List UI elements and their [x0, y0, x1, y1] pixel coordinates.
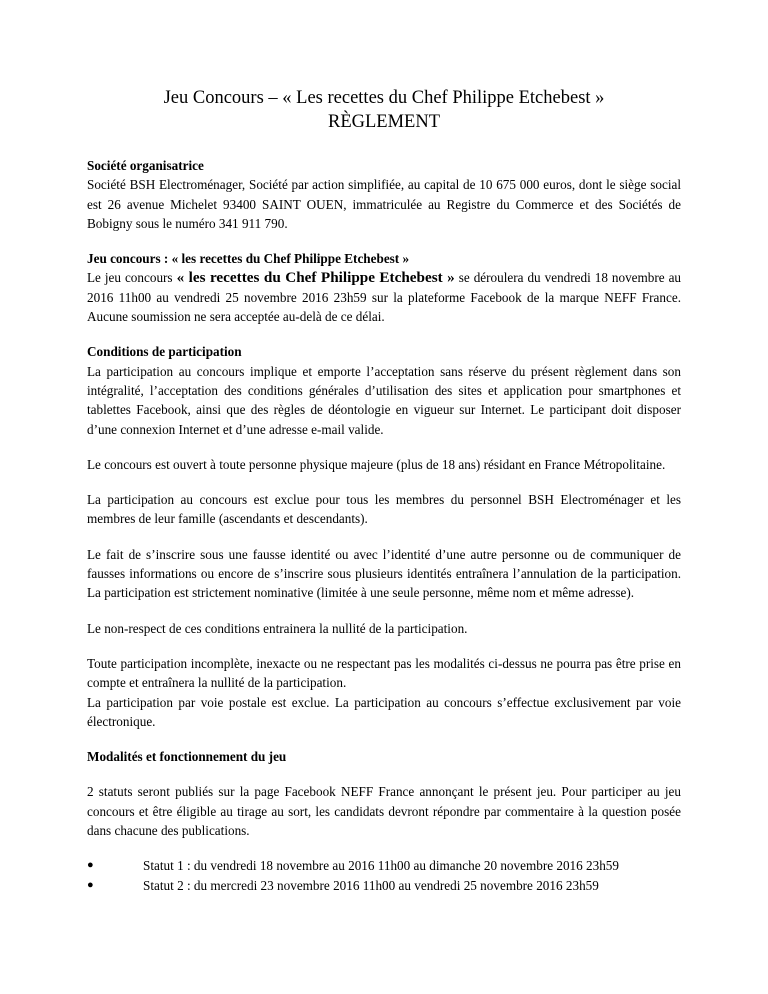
section-heading: Conditions de participation — [87, 344, 242, 360]
paragraph-prefix: Le jeu concours — [87, 270, 173, 286]
section-paragraph: La participation par voie postale est exclue. La participation au concours s’effectue exclusivement par voie électronique. — [87, 694, 681, 729]
paragraph-suffix: se déroulera du vendredi 18 novembre au 2016 11h00 au vendredi 25 novembre 2016 23h59 sur la plateforme Facebook de la marque NEFF France. Aucune soumission ne sera acceptée au-delà de ce délai. — [87, 270, 682, 325]
document-title: Jeu Concours – « Les recettes du Chef Philippe Etchebest » — [163, 88, 605, 108]
section-paragraph: Le fait de s’inscrire sous une fausse identité ou avec l’identité d’une autre personne ou de communiquer de fausses informations ou encore de s’inscrire sous plusieurs identités entraînera l’annulation de la participation. La participation est strictement nominative (limitée à une seule personne, même nom et même adresse). — [87, 546, 681, 601]
section-paragraph: Le non-respect de ces conditions entrainera la nullité de la participation. — [87, 620, 468, 636]
section-jeu — [87, 249, 681, 326]
section-heading: Modalités et fonctionnement du jeu — [87, 749, 287, 765]
section-paragraph: La participation au concours est exclue pour tous les membres du personnel BSH Electroménager et les membres de leur famille (ascendants et descendants). — [87, 492, 681, 527]
document-header — [0, 86, 768, 134]
list-item — [87, 876, 681, 895]
game-name-highlight: « les recettes du Chef Philippe Etchebest » — [176, 269, 455, 287]
bullet-icon: ● — [87, 859, 94, 872]
section-paragraph — [87, 268, 681, 326]
list-item — [87, 856, 681, 875]
section-heading: Société organisatrice — [87, 158, 204, 173]
document-subtitle: RÈGLEMENT — [327, 112, 440, 132]
section-conditions — [87, 342, 681, 731]
list-item-text: Statut 1 : du vendredi 18 novembre au 2016 11h00 au dimanche 20 novembre 2016 23h59 — [143, 858, 619, 874]
section-modalites — [87, 747, 681, 895]
section-paragraph: La participation au concours implique et emporte l’acceptation sans réserve du présent règlement dans son intégralité, l’acceptation des conditions générales d’utilisation des sites et application pour smartphones et tablettes Facebook, ainsi que des règles de déontologie en vigueur sur Internet. Le participant doit disposer d’une connexion Internet et d’une adresse e-mail valide. — [87, 363, 681, 437]
bullet-icon: ● — [87, 878, 94, 891]
list-item-text: Statut 2 : du mercredi 23 novembre 2016 11h00 au vendredi 25 novembre 2016 23h59 — [143, 877, 599, 893]
section-heading: Jeu concours : « les recettes du Chef Philippe Etchebest » — [87, 251, 410, 267]
document-body — [87, 156, 681, 911]
section-organisatrice — [87, 156, 681, 233]
section-paragraph: Toute participation incomplète, inexacte ou ne respectant pas les modalités ci-dessus ne pourra pas être prise en compte et entraînera la nullité de la participation. — [87, 655, 681, 691]
section-paragraph: Le concours est ouvert à toute personne physique majeure (plus de 18 ans) résidant en France Métropolitaine. — [87, 456, 666, 472]
status-list — [87, 856, 681, 895]
section-paragraph: 2 statuts seront publiés sur la page Facebook NEFF France annonçant le présent jeu. Pour participer au jeu concours et être éligible au tirage au sort, les candidats devront répondre par commentaire à la question posée dans chacune des publications. — [87, 784, 681, 839]
section-paragraph: Société BSH Electroménager, Société par action simplifiée, au capital de 10 675 000 euros, dont le siège social est 26 avenue Michelet 93400 SAINT OUEN, immatriculée au Registre du Commerce et des Sociétés de Bobigny sous le numéro 341 911 790. — [87, 177, 681, 231]
